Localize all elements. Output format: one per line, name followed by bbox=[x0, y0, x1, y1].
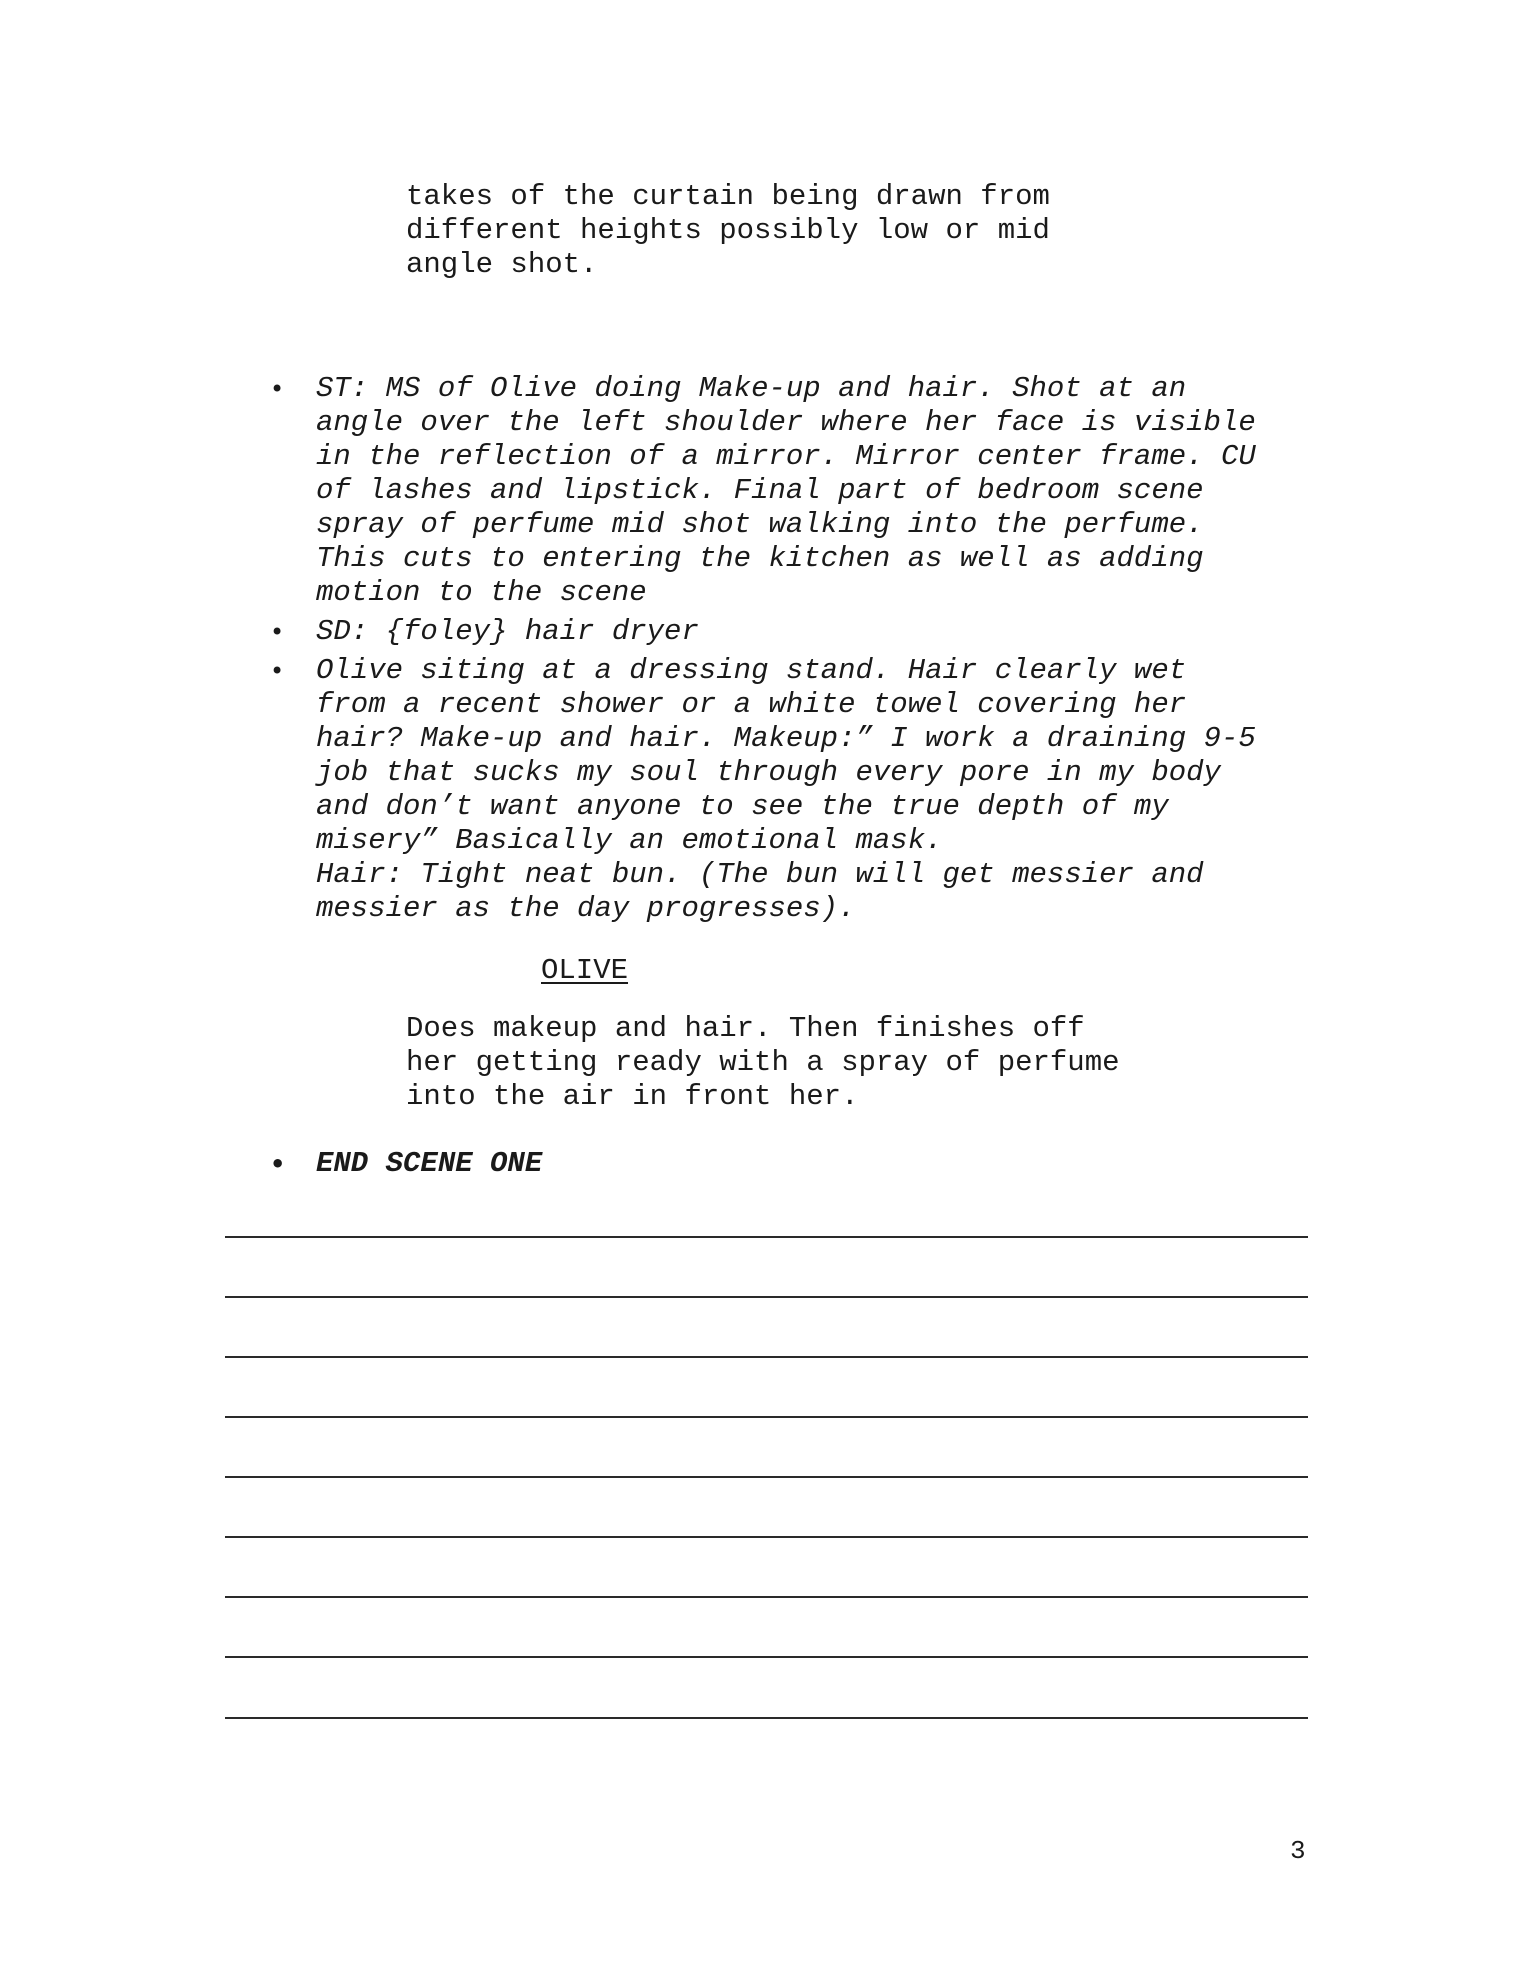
note-line: hair? Make-up and hair. Makeup:” I work a draining 9-5 bbox=[316, 722, 1256, 755]
note-line: from a recent shower or a white towel covering her bbox=[316, 688, 1187, 721]
note-line: of lashes and lipstick. Final part of bedroom scene bbox=[316, 474, 1204, 507]
note-rule-line bbox=[225, 1356, 1308, 1358]
shot-note-sd bbox=[270, 615, 1330, 649]
note-rule-line bbox=[225, 1536, 1308, 1538]
note-line: motion to the scene bbox=[316, 576, 647, 609]
action-line: different heights possibly low or mid bbox=[406, 214, 1050, 247]
note-line: in the reflection of a mirror. Mirror center frame. CU bbox=[316, 440, 1256, 473]
note-line: ST: MS of Olive doing Make-up and hair. Shot at an bbox=[316, 372, 1187, 405]
shot-note-olive bbox=[270, 654, 1330, 926]
note-rule-line bbox=[225, 1416, 1308, 1418]
dialogue-line: her getting ready with a spray of perfume bbox=[406, 1046, 1120, 1079]
bullet-icon: • bbox=[270, 618, 285, 646]
end-scene-text: END SCENE ONE bbox=[316, 1147, 543, 1180]
note-line: SD: {foley} hair dryer bbox=[316, 615, 699, 648]
note-line: misery” Basically an emotional mask. bbox=[316, 824, 943, 857]
action-block-continued bbox=[406, 180, 1050, 282]
shot-notes-list bbox=[270, 372, 1330, 926]
note-rule-line bbox=[225, 1476, 1308, 1478]
note-rule-line bbox=[225, 1717, 1308, 1719]
dialogue-line: Does makeup and hair. Then finishes off bbox=[406, 1012, 1085, 1045]
note-rule-line bbox=[225, 1656, 1308, 1658]
note-rule-line bbox=[225, 1236, 1308, 1238]
note-line: messier as the day progresses). bbox=[316, 892, 856, 925]
dialogue-block bbox=[406, 1012, 1120, 1114]
page-number: 3 bbox=[1290, 1836, 1306, 1866]
note-line: This cuts to entering the kitchen as well as adding bbox=[316, 542, 1204, 575]
end-scene-list bbox=[270, 1147, 1170, 1181]
note-line: angle over the left shoulder where her face is visible bbox=[316, 406, 1256, 439]
bullet-icon: • bbox=[270, 375, 285, 403]
bullet-icon: • bbox=[270, 1150, 286, 1178]
note-line: spray of perfume mid shot walking into the perfume. bbox=[316, 508, 1204, 541]
end-scene-marker bbox=[270, 1147, 1170, 1181]
note-line: Olive siting at a dressing stand. Hair clearly wet bbox=[316, 654, 1187, 687]
note-rule-line bbox=[225, 1296, 1308, 1298]
shot-note-st bbox=[270, 372, 1330, 610]
bullet-icon: • bbox=[270, 657, 285, 685]
note-line: and don’t want anyone to see the true depth of my bbox=[316, 790, 1169, 823]
character-name: OLIVE bbox=[541, 954, 629, 987]
note-line: job that sucks my soul through every pore in my body bbox=[316, 756, 1221, 789]
action-line: angle shot. bbox=[406, 248, 598, 281]
action-line: takes of the curtain being drawn from bbox=[406, 180, 1050, 213]
note-rule-line bbox=[225, 1596, 1308, 1598]
dialogue-line: into the air in front her. bbox=[406, 1080, 859, 1113]
note-line: Hair: Tight neat bun. (The bun will get messier and bbox=[316, 858, 1204, 891]
